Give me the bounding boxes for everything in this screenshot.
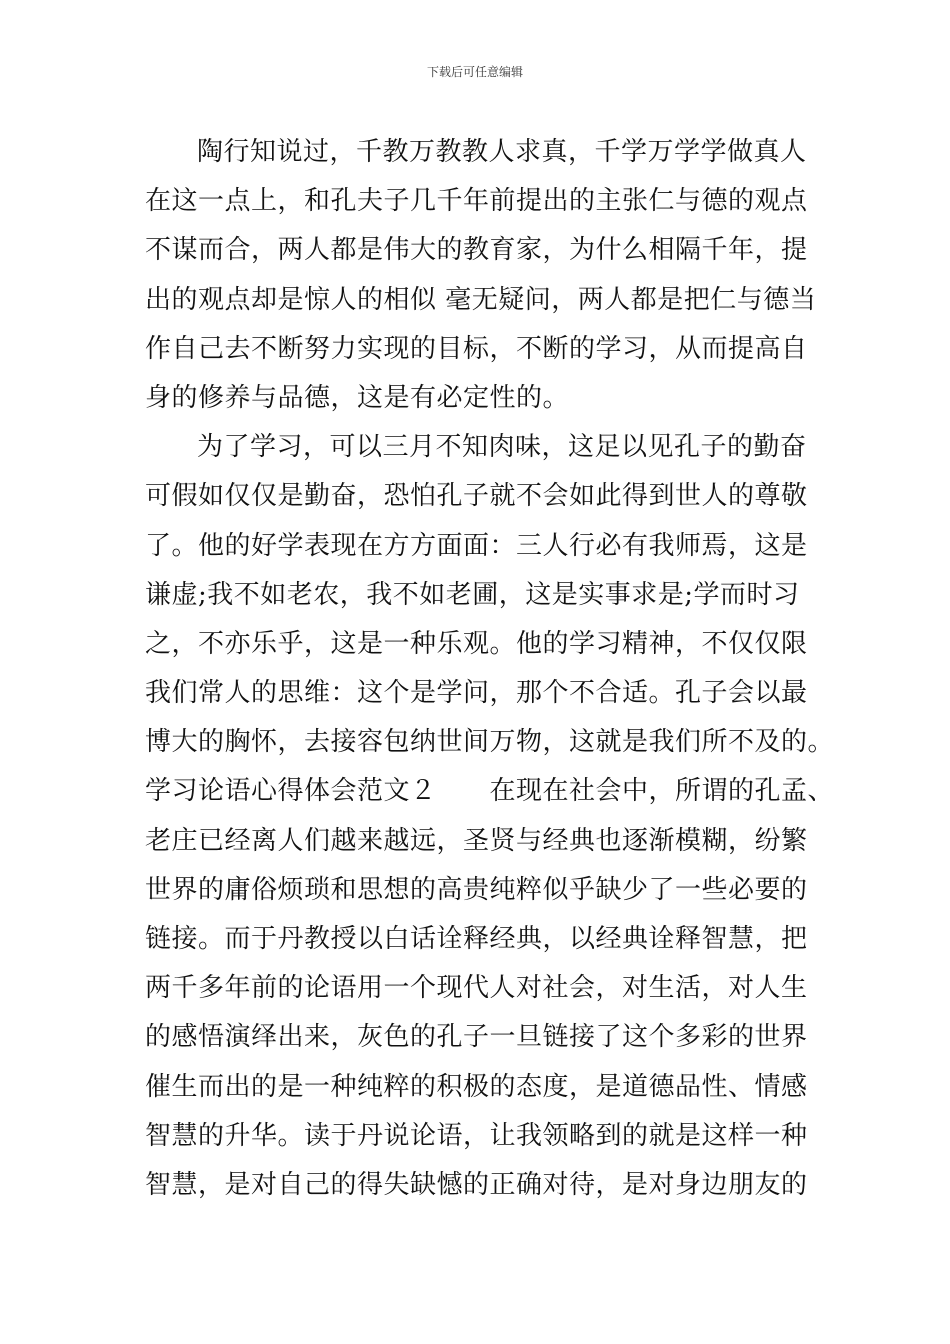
text-line: 身的修养与品德，这是有必定性的。 — [145, 382, 570, 413]
text-line: 可假如仅仅是勤奋，恐怕孔子就不会如此得到世人的尊敬 — [145, 481, 808, 512]
text-line: 智慧的升华。读于丹说论语，让我领略到的就是这样一种 — [145, 1120, 808, 1151]
text-line: 世界的庸俗烦琐和思想的高贵纯粹似乎缺少了一些必要的 — [145, 874, 808, 905]
text-line: 出的观点却是惊人的相似 毫无疑问，两人都是把仁与德当 — [145, 284, 817, 315]
text-line: 了。他的好学表现在方方面面：三人行必有我师焉，这是 — [145, 530, 808, 561]
text-line: 在这一点上，和孔夫子几千年前提出的主张仁与德的观点 — [145, 186, 808, 217]
body-text — [145, 128, 835, 1210]
text-line: 为了学习，可以三月不知肉味，这足以见孔子的勤奋 — [197, 432, 807, 463]
text-line: 的感悟演绎出来，灰色的孔子一旦链接了这个多彩的世界 — [145, 1022, 808, 1053]
text-line: 博大的胸怀，去接容包纳世间万物，这就是我们所不及的。 — [145, 727, 835, 758]
text-line: 催生而出的是一种纯粹的积极的态度，是道德品性、情感 — [145, 1071, 808, 1102]
text-line: 作自己去不断努力实现的目标，不断的学习，从而提高自 — [145, 333, 808, 364]
text-line: 我们常人的思维：这个是学问，那个不合适。孔子会以最 — [145, 678, 808, 709]
text-line: 智慧，是对自己的得失缺憾的正确对待，是对身边朋友的 — [145, 1169, 808, 1200]
text-line: 之，不亦乐乎，这是一种乐观。他的学习精神，不仅仅限 — [145, 628, 808, 659]
text-line: 链接。而于丹教授以白话诠释经典，以经典诠释智慧，把 — [145, 924, 808, 954]
text-line: 陶行知说过，千教万教教人求真，千学万学学做真人 — [197, 137, 807, 167]
page-header-note: 下载后可任意编辑 — [426, 65, 523, 79]
text-line: 谦虚;我不如老农，我不如老圃，这是实事求是;学而时习 — [145, 579, 800, 610]
text-line: 老庄已经离人们越来越远，圣贤与经典也逐渐模糊，纷繁 — [145, 825, 808, 856]
text-line: 不谋而合，两人都是伟大的教育家，为什么相隔千年，提 — [145, 235, 808, 266]
text-line: 学习论语心得体会范文２ 在现在社会中，所谓的孔孟、 — [145, 776, 835, 807]
text-line: 两千多年前的论语用一个现代人对社会，对生活，对人生 — [145, 973, 808, 1004]
